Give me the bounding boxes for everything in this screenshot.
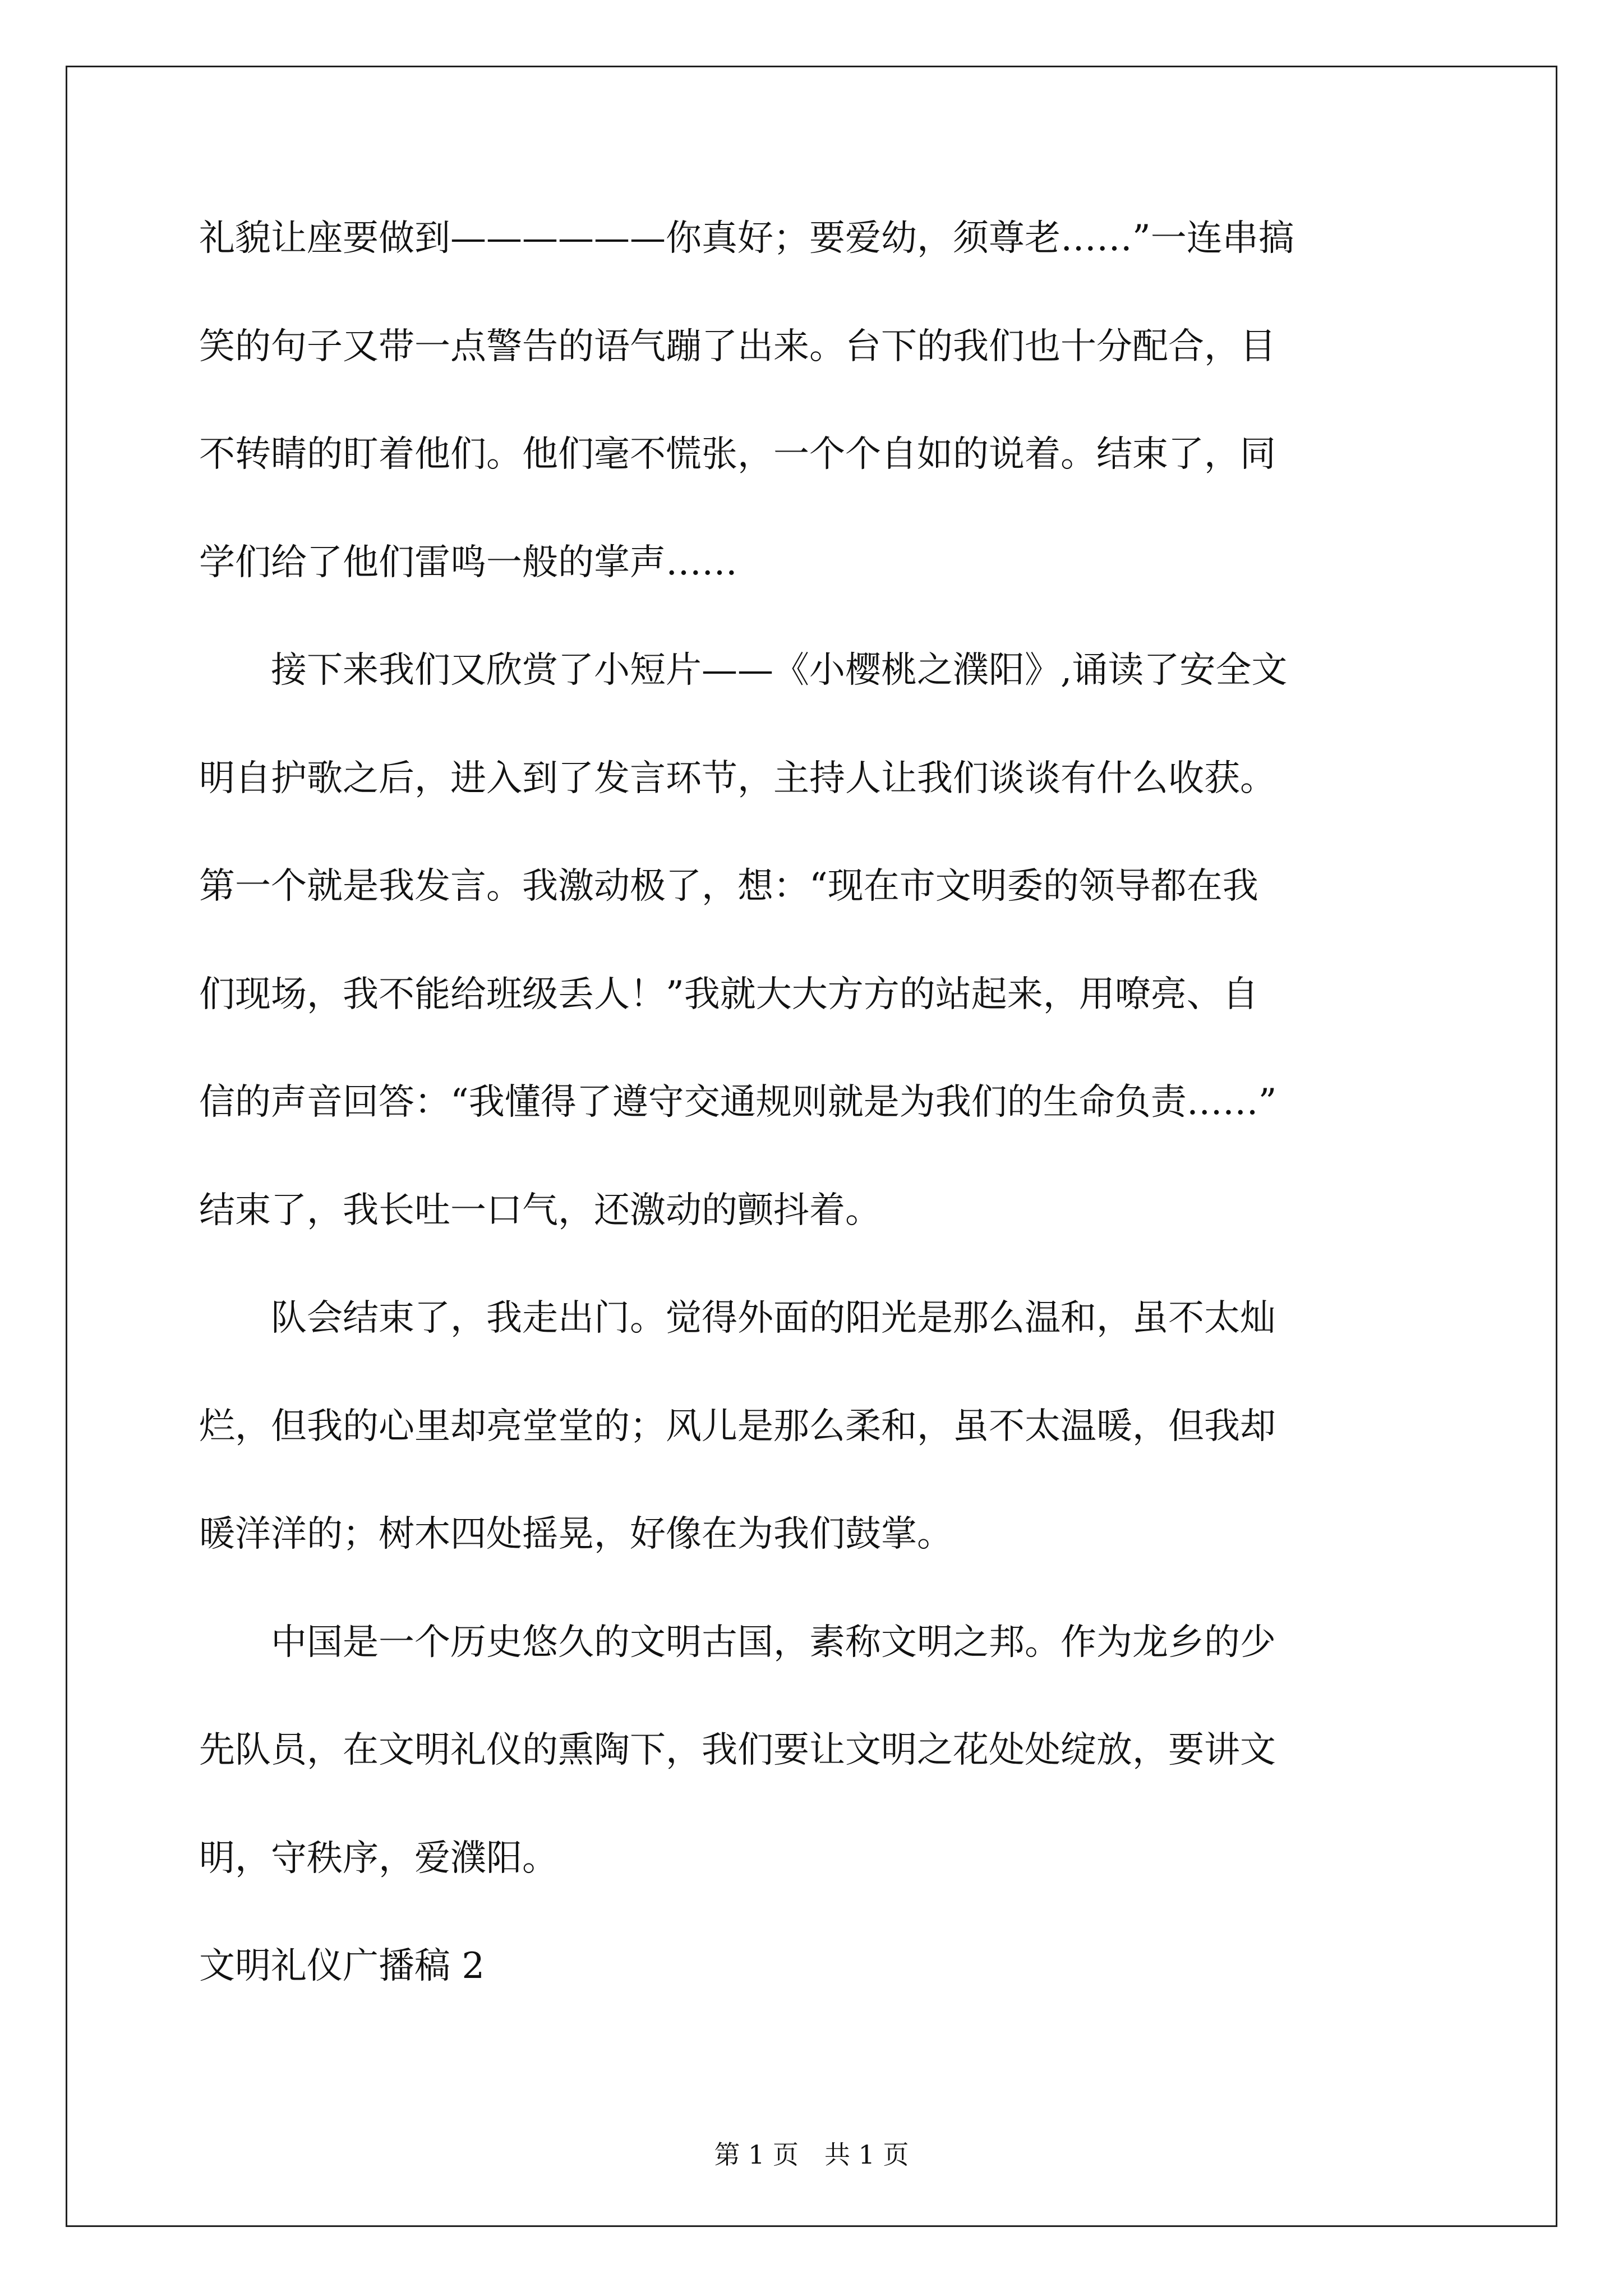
text-line: 信的声音回答：“我懂得了遵守交通规则就是为我们的生命负责……”	[199, 1082, 1277, 1123]
text-line: 不转睛的盯着他们。他们毫不慌张，一个个自如的说着。结束了，同	[199, 434, 1276, 475]
page-number-footer: 第 1 页 共 1 页	[714, 2139, 909, 2170]
text-line: 暖洋洋的；树木四处摇晃，好像在为我们鼓掌。	[199, 1513, 953, 1555]
text-line: 们现场，我不能给班级丢人！”我就大大方方的站起来，用嘹亮、自	[199, 973, 1258, 1015]
text-line: 明自护歌之后，进入到了发言环节，主持人让我们谈谈有什么收获。	[199, 757, 1276, 799]
text-line: 结束了，我长吐一口气，还激动的颤抖着。	[199, 1189, 881, 1231]
text-line: 笑的句子又带一点警告的语气蹦了出来。台下的我们也十分配合，目	[199, 325, 1276, 367]
text-line: 队会结束了，我走出门。觉得外面的阳光是那么温和，虽不太灿	[199, 1297, 1276, 1339]
text-line: 中国是一个历史悠久的文明古国，素称文明之邦。作为龙乡的少	[199, 1621, 1276, 1663]
text-line: 学们给了他们雷鸣一般的掌声……	[199, 541, 737, 583]
text-line: 第一个就是我发言。我激动极了，想：“现在市文明委的领导都在我	[199, 866, 1258, 907]
document-body	[199, 208, 1433, 2044]
text-line: 烂，但我的心里却亮堂堂的；风儿是那么柔和，虽不太温暖，但我却	[199, 1405, 1276, 1447]
text-line: 礼貌让座要做到——————你真好；要爱幼，须尊老……”一连串搞	[199, 218, 1294, 259]
section-heading: 文明礼仪广播稿 2	[199, 1945, 485, 1987]
text-line: 明，守秩序，爱濮阳。	[199, 1837, 558, 1879]
text-line: 接下来我们又欣赏了小短片——《小樱桃之濮阳》,诵读了安全文	[199, 650, 1288, 691]
text-line: 先队员，在文明礼仪的熏陶下，我们要让文明之花处处绽放，要讲文	[199, 1729, 1276, 1771]
